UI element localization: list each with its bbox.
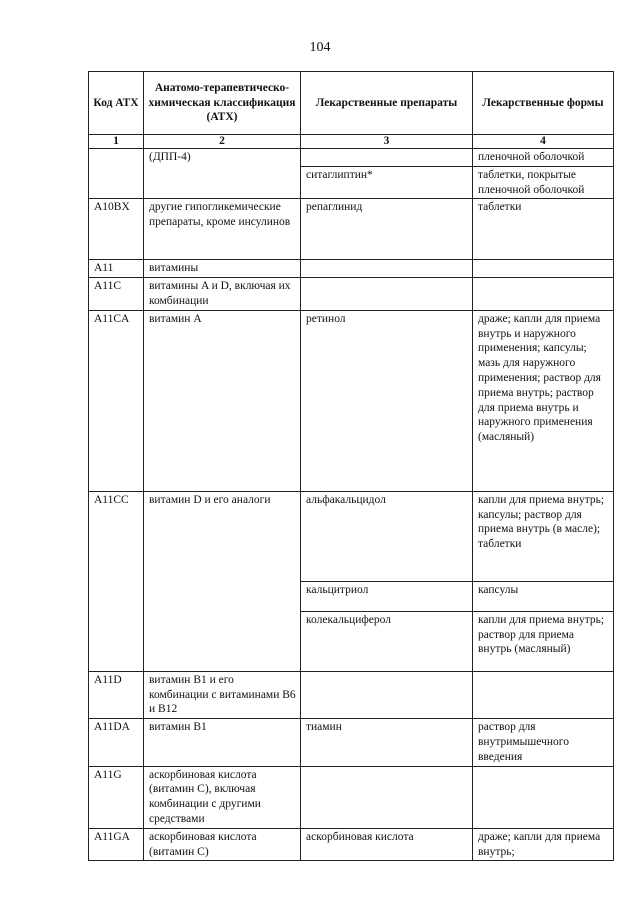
column-number: 1 (89, 135, 144, 149)
atx-code-cell (89, 149, 144, 199)
atx-code-cell: A11G (89, 766, 144, 828)
drug-cell: колекальциферол (301, 611, 473, 671)
table-row (89, 199, 614, 260)
forms-cell (473, 260, 614, 278)
table-row (89, 766, 614, 828)
table-row (89, 310, 614, 491)
header-atx-classification: Анатомо-терапевтическо-химическая классификация (АТХ) (144, 72, 301, 135)
forms-cell: капсулы (473, 581, 614, 611)
drug-cell: репаглинид (301, 199, 473, 260)
atx-drug-table (88, 71, 614, 861)
classification-cell: аскорбиновая кислота (витамин C), включая комбинации с другими средствами (144, 766, 301, 828)
forms-cell: капли для приема внутрь; капсулы; раствор для приема внутрь (в масле); таблетки (473, 491, 614, 581)
column-number: 3 (301, 135, 473, 149)
classification-cell: аскорбиновая кислота (витамин C) (144, 828, 301, 861)
forms-cell: пленочной оболочкой (473, 149, 614, 167)
table-row (89, 260, 614, 278)
classification-cell: другие гипогликемические препараты, кроме инсулинов (144, 199, 301, 260)
classification-cell: витамин A (144, 310, 301, 491)
column-number: 4 (473, 135, 614, 149)
drug-cell: кальцитриол (301, 581, 473, 611)
atx-code-cell: A11GA (89, 828, 144, 861)
forms-cell: драже; капли для приема внутрь; (473, 828, 614, 861)
atx-code-cell: A11CC (89, 491, 144, 671)
atx-code-cell: A11CA (89, 310, 144, 491)
drug-cell (301, 671, 473, 718)
classification-cell: витамин B1 (144, 719, 301, 766)
drug-cell (301, 766, 473, 828)
header-drugs: Лекарственные препараты (301, 72, 473, 135)
drug-cell: ретинол (301, 310, 473, 491)
drug-cell (301, 278, 473, 311)
atx-code-cell: A11D (89, 671, 144, 718)
table-row (89, 671, 614, 718)
atx-code-cell: A11C (89, 278, 144, 311)
drug-cell: аскорбиновая кислота (301, 828, 473, 861)
forms-cell (473, 278, 614, 311)
forms-cell: таблетки (473, 199, 614, 260)
header-dosage-forms: Лекарственные формы (473, 72, 614, 135)
table-row (89, 828, 614, 861)
atx-code-cell: A11 (89, 260, 144, 278)
atx-code-cell: A10BX (89, 199, 144, 260)
drug-cell: ситаглиптин* (301, 166, 473, 199)
classification-cell: витамин D и его аналоги (144, 491, 301, 671)
drug-cell (301, 149, 473, 167)
table-row (89, 719, 614, 766)
table-row (89, 491, 614, 581)
drug-cell: альфакальцидол (301, 491, 473, 581)
drug-cell (301, 260, 473, 278)
forms-cell (473, 671, 614, 718)
table-header-row (89, 72, 614, 135)
column-number: 2 (144, 135, 301, 149)
forms-cell: драже; капли для приема внутрь и наружного применения; капсулы; мазь для наружного применения; раствор для приема внутрь; раствор для приема внутрь и наружного применения (масляный) (473, 310, 614, 491)
forms-cell: капли для приема внутрь; раствор для приема внутрь (масляный) (473, 611, 614, 671)
table-row (89, 278, 614, 311)
header-atx-code: Код АТХ (89, 72, 144, 135)
forms-cell (473, 766, 614, 828)
drug-cell: тиамин (301, 719, 473, 766)
forms-cell: раствор для внутримышечного введения (473, 719, 614, 766)
page-number: 104 (309, 40, 331, 55)
classification-cell: витамин B1 и его комбинации с витаминами B6 и B12 (144, 671, 301, 718)
classification-cell: витамины (144, 260, 301, 278)
classification-cell: витамины A и D, включая их комбинации (144, 278, 301, 311)
atx-code-cell: A11DA (89, 719, 144, 766)
forms-cell: таблетки, покрытые пленочной оболочкой (473, 166, 614, 199)
classification-cell: (ДПП-4) (144, 149, 301, 199)
column-number-row (89, 135, 614, 149)
table-row (89, 149, 614, 167)
